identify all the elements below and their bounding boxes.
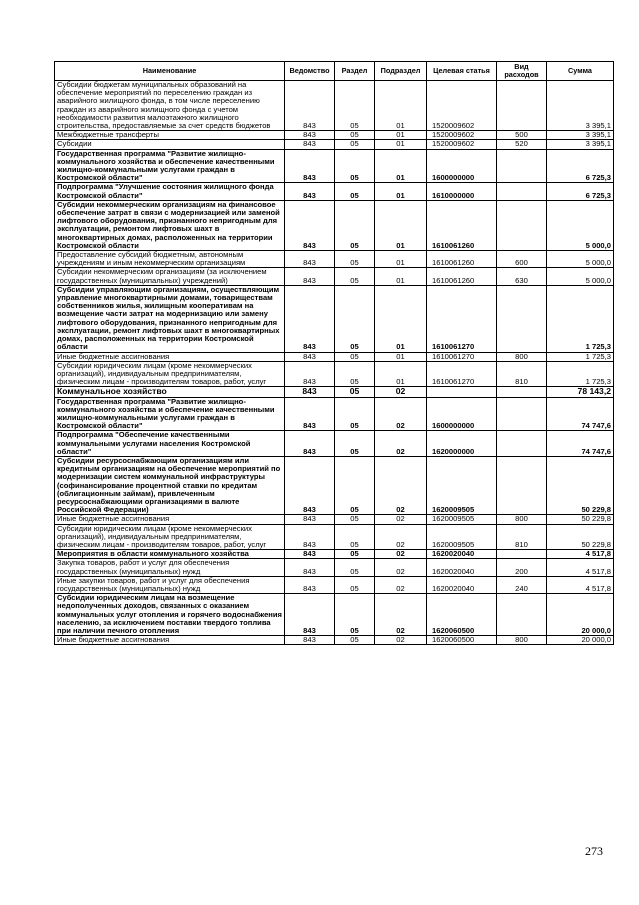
table-row: [55, 149, 614, 183]
cell-amount: 74 747,6: [547, 397, 614, 431]
cell-amount: 1 725,3: [547, 352, 614, 361]
cell-target: 1610061260: [427, 268, 497, 285]
cell-name: Субсидии управляющим организациям, осуществляющим управление многоквартирными домами, товариществам собственников жилья, жилищным кооперативам на возмещение части затрат на модернизацию или замену лифтового оборудования, признанного непригодным для эксплуатации, ремонт лифтовых шахт в многоквартирных домах, расположенных на территории Костромской области: [55, 285, 285, 352]
table-row: [55, 200, 614, 250]
cell-amount: 5 000,0: [547, 200, 614, 250]
table-row: [55, 456, 614, 514]
cell-subsection: 01: [375, 285, 427, 352]
cell-section: 05: [335, 131, 375, 140]
cell-target: 1620009505: [427, 524, 497, 550]
cell-name: Субсидии бюджетам муниципальных образований на обеспечение мероприятий по переселению граждан из аварийного жилищного фонда, в том числе переселению граждан из аварийного жилищного фонда с учетом необходимости развития малоэтажного жилищного строительства, предоставляемые за счет средств бюджетов: [55, 81, 285, 131]
cell-subsection: 01: [375, 251, 427, 268]
cell-section: 05: [335, 200, 375, 250]
cell-dept: 843: [285, 200, 335, 250]
cell-name: Субсидии юридическим лицам на возмещение недополученных доходов, связанных с оказанием коммунальных услуг отопления и горячего водоснабжения населению, за исключением поставки твердого топлива при наличии печного отопления: [55, 594, 285, 636]
table-row: [55, 361, 614, 387]
cell-amount: 1 725,3: [547, 361, 614, 387]
cell-section: 05: [335, 149, 375, 183]
cell-amount: 78 143,2: [547, 387, 614, 397]
table-row: [55, 431, 614, 457]
cell-name: Закупка товаров, работ и услуг для обеспечения государственных (муниципальных) нужд: [55, 559, 285, 576]
cell-subsection: 02: [375, 397, 427, 431]
cell-target: 1620009505: [427, 456, 497, 514]
cell-name: Иные бюджетные ассигнования: [55, 515, 285, 524]
table-row: [55, 352, 614, 361]
cell-expense-type: [497, 594, 547, 636]
table-row: [55, 576, 614, 593]
table-body: [55, 81, 614, 645]
cell-subsection: 01: [375, 200, 427, 250]
cell-amount: 50 229,8: [547, 524, 614, 550]
cell-amount: 6 725,3: [547, 183, 614, 200]
cell-subsection: 01: [375, 81, 427, 131]
table-row: [55, 397, 614, 431]
cell-dept: 843: [285, 81, 335, 131]
cell-amount: 3 395,1: [547, 81, 614, 131]
cell-section: 05: [335, 183, 375, 200]
table-row: [55, 268, 614, 285]
header-section: Раздел: [335, 62, 375, 81]
cell-expense-type: [497, 387, 547, 397]
cell-section: 05: [335, 515, 375, 524]
cell-target: 1520009602: [427, 140, 497, 149]
cell-target: 1610061260: [427, 251, 497, 268]
cell-section: 05: [335, 456, 375, 514]
cell-subsection: 02: [375, 387, 427, 397]
cell-section: 05: [335, 594, 375, 636]
cell-subsection: 02: [375, 576, 427, 593]
cell-subsection: 02: [375, 515, 427, 524]
cell-name: Субсидии юридическим лицам (кроме некоммерческих организаций), индивидуальным предпринимателям, физическим лицам - производителям товаров, работ, услуг: [55, 361, 285, 387]
table-row: [55, 524, 614, 550]
cell-name: Субсидии некоммерческим организациям (за исключением государственных (муниципальных) учреждений): [55, 268, 285, 285]
cell-name: Субсидии юридическим лицам (кроме некоммерческих организаций), индивидуальным предпринимателям, физическим лицам - производителям товаров, работ, услуг: [55, 524, 285, 550]
cell-target: 1600000000: [427, 149, 497, 183]
cell-target: 1620020040: [427, 550, 497, 559]
cell-amount: 5 000,0: [547, 251, 614, 268]
cell-amount: 6 725,3: [547, 149, 614, 183]
cell-section: 05: [335, 636, 375, 645]
cell-subsection: 02: [375, 431, 427, 457]
table-row: [55, 183, 614, 200]
cell-name: Предоставление субсидий бюджетным, автономным учреждениям и иным некоммерческим организациям: [55, 251, 285, 268]
cell-dept: 843: [285, 140, 335, 149]
table-row: [55, 387, 614, 397]
cell-amount: 20 000,0: [547, 636, 614, 645]
budget-table: [54, 61, 614, 645]
cell-expense-type: [497, 183, 547, 200]
cell-section: 05: [335, 431, 375, 457]
cell-target: 1610061260: [427, 200, 497, 250]
cell-expense-type: [497, 285, 547, 352]
cell-subsection: 02: [375, 636, 427, 645]
cell-expense-type: 600: [497, 251, 547, 268]
cell-subsection: 01: [375, 352, 427, 361]
cell-amount: 5 000,0: [547, 268, 614, 285]
cell-target: 1620020040: [427, 559, 497, 576]
cell-subsection: 02: [375, 524, 427, 550]
cell-name: Государственная программа "Развитие жилищно-коммунального хозяйства и обеспечение качественными жилищно-коммунальными услугами граждан в Костромской области": [55, 149, 285, 183]
cell-dept: 843: [285, 515, 335, 524]
cell-section: 05: [335, 559, 375, 576]
table-row: [55, 515, 614, 524]
cell-expense-type: 800: [497, 515, 547, 524]
table-row: [55, 594, 614, 636]
cell-expense-type: [497, 550, 547, 559]
cell-name: Субсидии некоммерческим организациям на финансовое обеспечение затрат в связи с модернизацией или заменой лифтового оборудования, признанного непригодным для эксплуатации, ремонтом лифтовых шахт в многоквартирных домах, расположенных на территории Костромской области: [55, 200, 285, 250]
cell-name: Коммунальное хозяйство: [55, 387, 285, 397]
cell-name: Межбюджетные трансферты: [55, 131, 285, 140]
cell-expense-type: 800: [497, 352, 547, 361]
table-row: [55, 131, 614, 140]
cell-section: 05: [335, 397, 375, 431]
cell-dept: 843: [285, 387, 335, 397]
cell-section: 05: [335, 140, 375, 149]
cell-amount: 1 725,3: [547, 285, 614, 352]
cell-target: 1620060500: [427, 594, 497, 636]
cell-expense-type: 500: [497, 131, 547, 140]
header-target: Целевая статья: [427, 62, 497, 81]
cell-target: 1620060500: [427, 636, 497, 645]
cell-dept: 843: [285, 352, 335, 361]
header-name: Наименование: [55, 62, 285, 81]
cell-amount: 4 517,8: [547, 576, 614, 593]
cell-name: Иные бюджетные ассигнования: [55, 636, 285, 645]
header-amount: Сумма: [547, 62, 614, 81]
cell-subsection: 02: [375, 456, 427, 514]
cell-dept: 843: [285, 285, 335, 352]
cell-dept: 843: [285, 559, 335, 576]
cell-amount: 50 229,8: [547, 515, 614, 524]
cell-name: Подпрограмма "Улучшение состояния жилищного фонда Костромской области": [55, 183, 285, 200]
table-row: [55, 559, 614, 576]
cell-target: 1620009505: [427, 515, 497, 524]
cell-amount: 20 000,0: [547, 594, 614, 636]
cell-amount: 50 229,8: [547, 456, 614, 514]
cell-dept: 843: [285, 576, 335, 593]
cell-section: 05: [335, 387, 375, 397]
cell-target: 1620020040: [427, 576, 497, 593]
cell-subsection: 01: [375, 149, 427, 183]
cell-subsection: 01: [375, 140, 427, 149]
cell-dept: 843: [285, 268, 335, 285]
cell-name: Мероприятия в области коммунального хозяйства: [55, 550, 285, 559]
cell-target: 1610000000: [427, 183, 497, 200]
cell-section: 05: [335, 576, 375, 593]
header-expense-type: Вид расходов: [497, 62, 547, 81]
cell-expense-type: [497, 397, 547, 431]
table-header-row: [55, 62, 614, 81]
cell-dept: 843: [285, 636, 335, 645]
cell-target: 1520009602: [427, 131, 497, 140]
cell-name: Субсидии ресурсоснабжающим организациям или кредитным организациям на обеспечение мероприятий по модернизации систем коммунальной инфраструктуры (софинансирование процентной ставки по кредитам (облигационным займам), привлеченным ресурсоснабжающими организациями в валюте Российской Федерации): [55, 456, 285, 514]
cell-expense-type: [497, 431, 547, 457]
cell-section: 05: [335, 81, 375, 131]
cell-expense-type: [497, 81, 547, 131]
cell-amount: 4 517,8: [547, 559, 614, 576]
cell-name: Иные закупки товаров, работ и услуг для обеспечения государственных (муниципальных) нужд: [55, 576, 285, 593]
table-row: [55, 140, 614, 149]
cell-section: 05: [335, 524, 375, 550]
cell-target: [427, 387, 497, 397]
cell-subsection: 01: [375, 183, 427, 200]
cell-target: 1610061270: [427, 285, 497, 352]
cell-subsection: 02: [375, 550, 427, 559]
cell-amount: 3 395,1: [547, 131, 614, 140]
cell-dept: 843: [285, 149, 335, 183]
cell-amount: 3 395,1: [547, 140, 614, 149]
cell-name: Государственная программа "Развитие жилищно-коммунального хозяйства и обеспечение качественными жилищно-коммунальными услугами граждан в Костромской области": [55, 397, 285, 431]
cell-dept: 843: [285, 251, 335, 268]
cell-expense-type: [497, 149, 547, 183]
table-row: [55, 285, 614, 352]
cell-expense-type: [497, 456, 547, 514]
cell-amount: 4 517,8: [547, 550, 614, 559]
cell-expense-type: 630: [497, 268, 547, 285]
cell-expense-type: 520: [497, 140, 547, 149]
cell-dept: 843: [285, 397, 335, 431]
cell-target: 1520009602: [427, 81, 497, 131]
cell-name: Субсидии: [55, 140, 285, 149]
cell-dept: 843: [285, 594, 335, 636]
cell-subsection: 02: [375, 559, 427, 576]
table-row: [55, 636, 614, 645]
cell-expense-type: 240: [497, 576, 547, 593]
cell-subsection: 02: [375, 594, 427, 636]
table-row: [55, 251, 614, 268]
cell-target: 1620000000: [427, 431, 497, 457]
cell-subsection: 01: [375, 268, 427, 285]
cell-target: 1600000000: [427, 397, 497, 431]
cell-section: 05: [335, 550, 375, 559]
cell-section: 05: [335, 285, 375, 352]
cell-target: 1610061270: [427, 352, 497, 361]
header-dept: Ведомство: [285, 62, 335, 81]
cell-dept: 843: [285, 361, 335, 387]
cell-expense-type: 810: [497, 524, 547, 550]
cell-dept: 843: [285, 550, 335, 559]
cell-expense-type: [497, 200, 547, 250]
cell-target: 1610061270: [427, 361, 497, 387]
cell-dept: 843: [285, 131, 335, 140]
cell-expense-type: 200: [497, 559, 547, 576]
cell-dept: 843: [285, 183, 335, 200]
cell-amount: 74 747,6: [547, 431, 614, 457]
page-number: 273: [585, 844, 603, 858]
cell-dept: 843: [285, 456, 335, 514]
header-subsection: Подраздел: [375, 62, 427, 81]
cell-dept: 843: [285, 524, 335, 550]
cell-dept: 843: [285, 431, 335, 457]
cell-section: 05: [335, 352, 375, 361]
cell-section: 05: [335, 251, 375, 268]
cell-subsection: 01: [375, 131, 427, 140]
cell-section: 05: [335, 361, 375, 387]
cell-name: Подпрограмма "Обеспечение качественными коммунальными услугами населения Костромской области": [55, 431, 285, 457]
cell-section: 05: [335, 268, 375, 285]
cell-name: Иные бюджетные ассигнования: [55, 352, 285, 361]
table-row: [55, 550, 614, 559]
cell-expense-type: 810: [497, 361, 547, 387]
cell-expense-type: 800: [497, 636, 547, 645]
table-row: [55, 81, 614, 131]
cell-subsection: 01: [375, 361, 427, 387]
